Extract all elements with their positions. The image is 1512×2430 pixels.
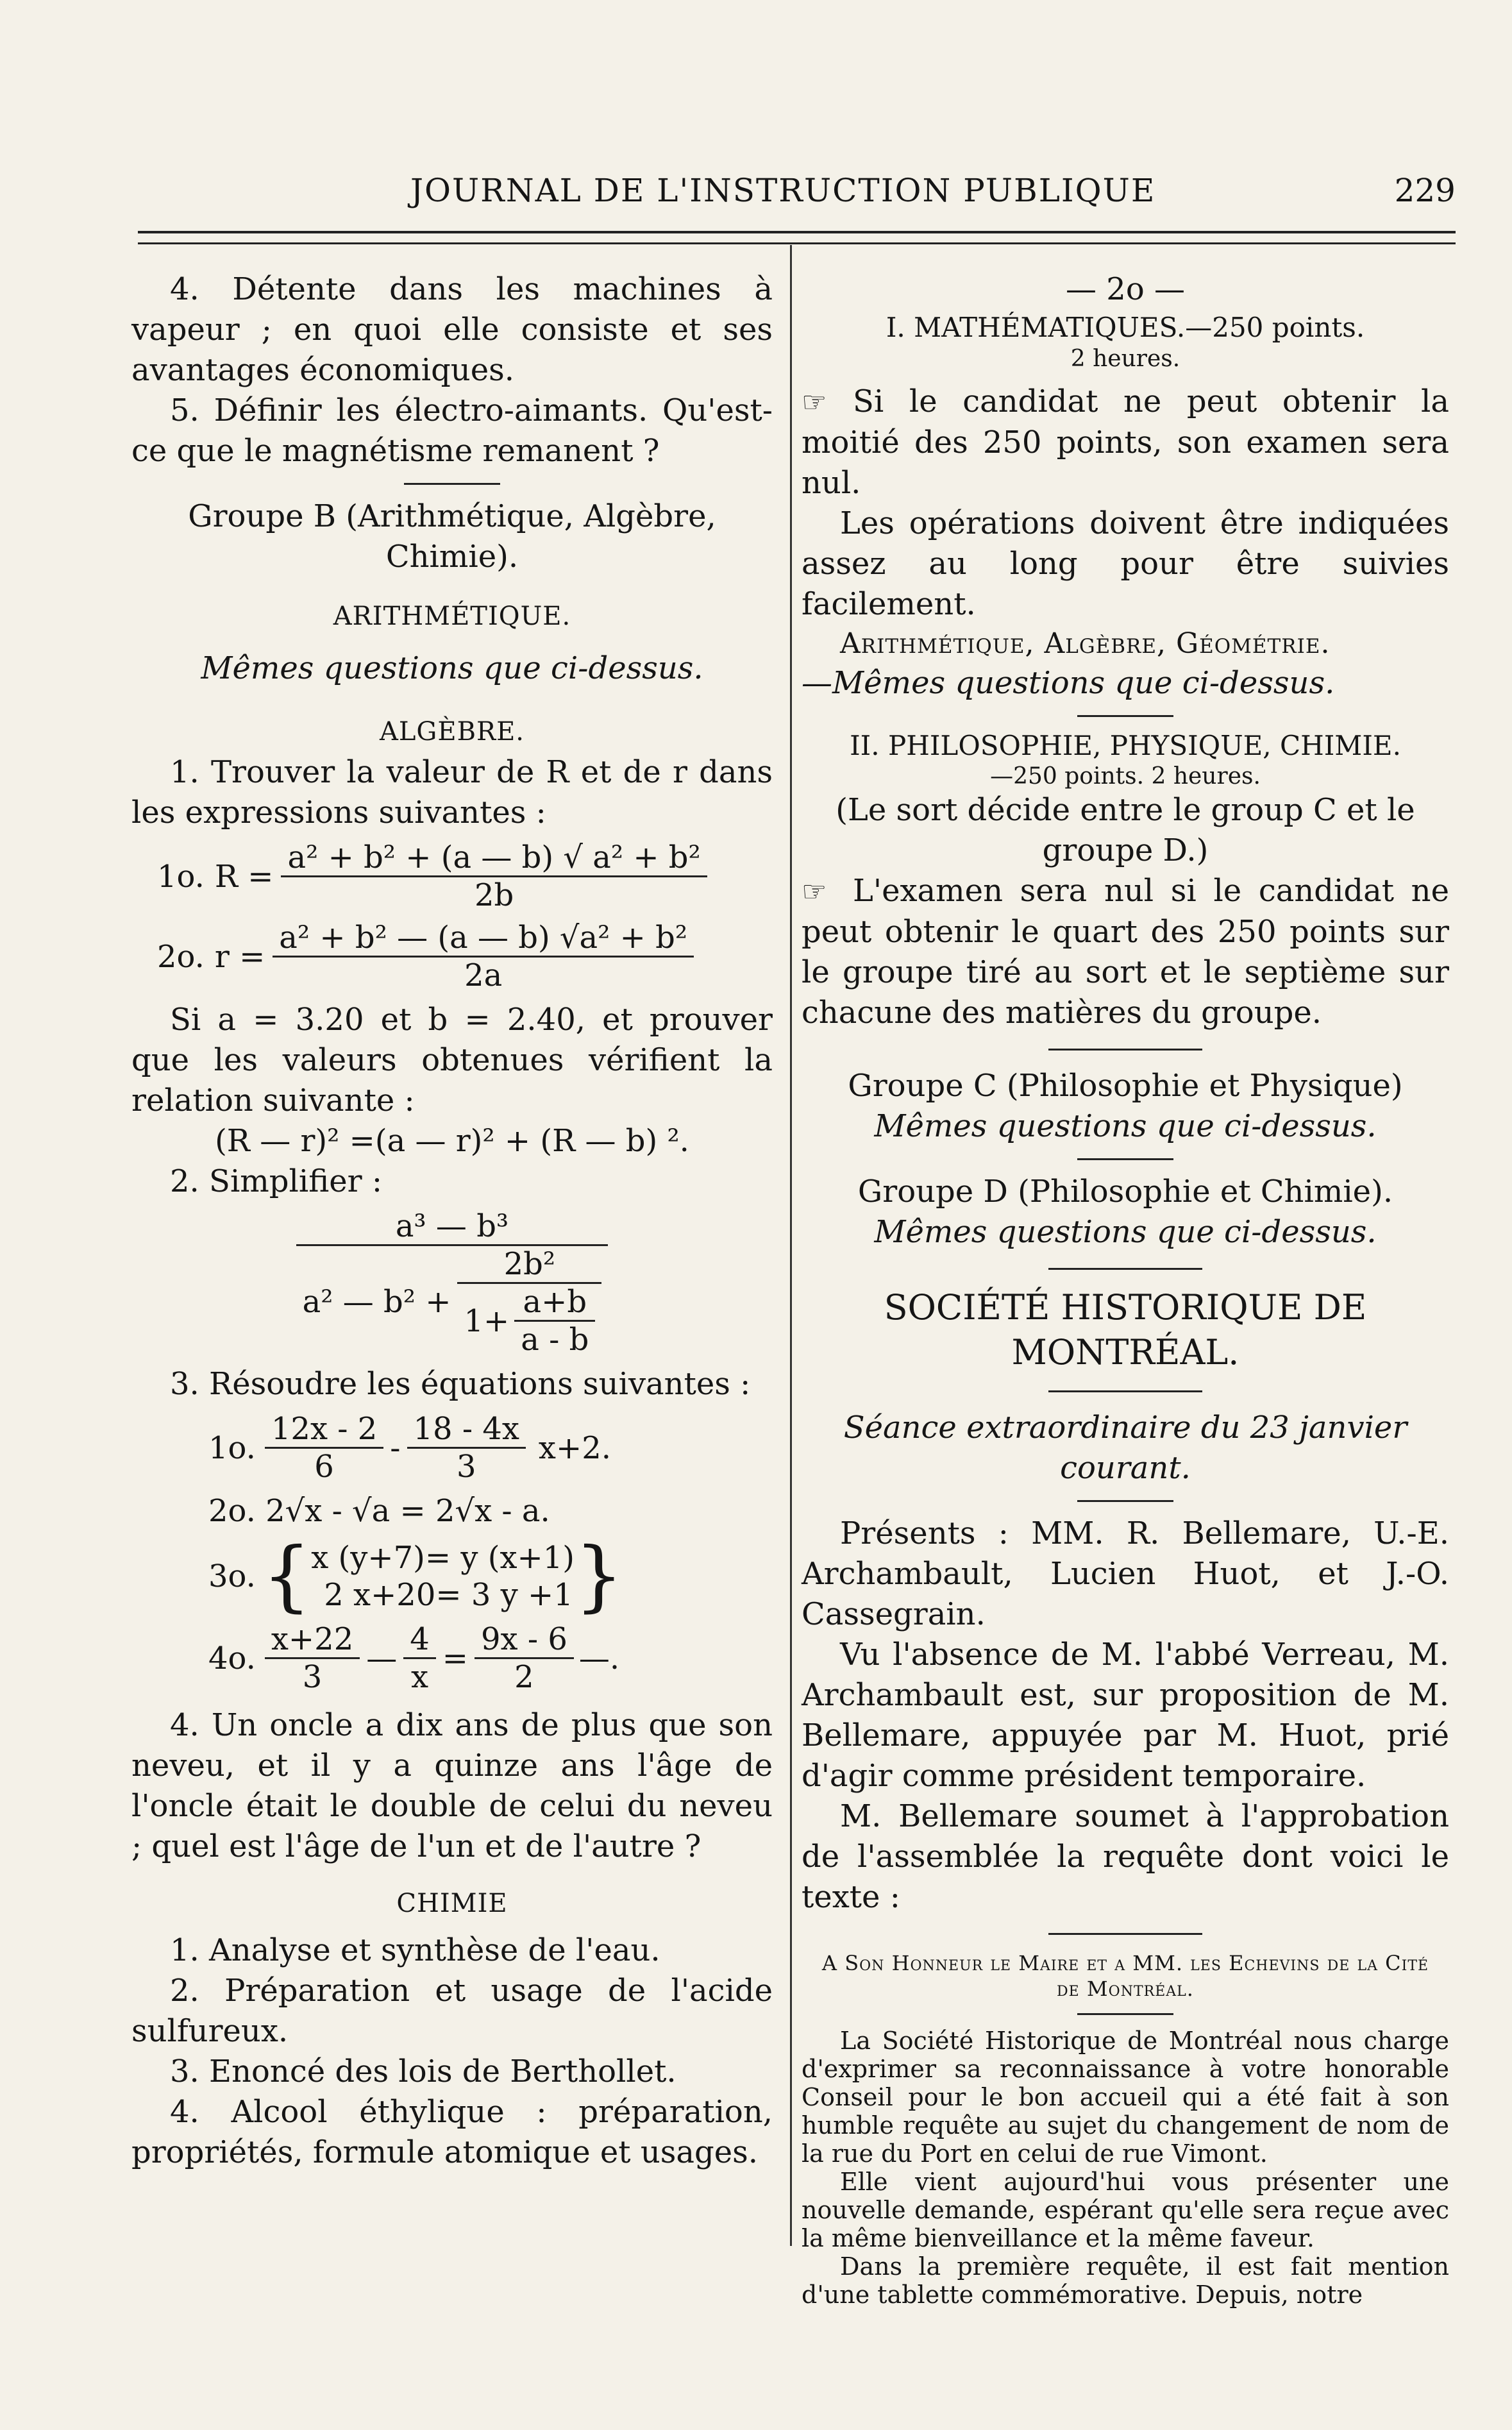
equation-3-4-fraction-a-num: x+22 (265, 1621, 360, 1659)
attendees: Présents : MM. R. Bellemare, U.-E. Archambault, Lucien Huot, et J.-O. Cassegrain. (802, 1515, 1449, 1632)
letter-paragraph-3: Dans la première requête, il est fait mention d'une tablette commémorative. Depuis, notre (802, 2252, 1449, 2309)
equation-3-3-label: 3o. (208, 1558, 256, 1594)
equation-3-4-fraction-b (403, 1621, 436, 1695)
simplify-denominator (296, 1246, 609, 1358)
equation-3-4-fraction-c (475, 1621, 574, 1695)
column-divider (790, 245, 792, 2246)
equation-3-4-fraction-a-den: 3 (302, 1659, 323, 1695)
mathematics-note-text: Si le candidat ne peut obtenir la moitié des 250 points, son examen sera nul. (802, 384, 1449, 501)
equation-3-4-label: 4o. (208, 1640, 256, 1676)
algebra-relation: (R — r)² =(a — r)² + (R — b) ². (215, 1123, 689, 1159)
letter-address: A Son Honneur le Maire et a MM. les Echevins de la Cité de Montréal. (821, 1951, 1429, 2001)
algebra-question-2: 2. Simplifier : (170, 1163, 383, 1199)
mathematics-same: —Mêmes questions que ci-dessus. (802, 665, 1335, 701)
equation-3-1-fraction-b-num: 18 - 4x (407, 1411, 526, 1449)
equation-2-label: 2o. (157, 938, 205, 975)
philosophy-draw: (Le sort décide entre le group C et le groupe D.) (836, 792, 1415, 868)
philosophy-note-text: L'examen sera nul si le candidat ne peut obtenir le quart des 250 points sur le groupe tiré au sort et le septième sur chacune des matières du groupe. (802, 873, 1449, 1031)
divider (1077, 715, 1173, 717)
left-brace-icon: { (262, 1531, 312, 1621)
equation-1-fraction (281, 840, 707, 913)
mathematics-time: 2 heures. (1070, 346, 1180, 372)
mathematics-note-2: Les opérations doivent être indiquées assez au long pour être suivies facilement. (802, 505, 1449, 622)
meeting-title: Séance extraordinaire du 23 janvier courant. (843, 1410, 1407, 1486)
group-d-text: Mêmes questions que ci-dessus. (874, 1214, 1377, 1250)
chemistry-heading: CHIMIE (396, 1889, 508, 1918)
simplify-nested-fraction (514, 1284, 595, 1358)
equation-3-2: 2o. 2√x - √a = 2√x - a. (208, 1493, 550, 1529)
equation-1-denominator: 2b (474, 877, 514, 913)
equation-2-denominator: 2a (464, 958, 503, 993)
simplify-nested-numerator: a+b (514, 1284, 595, 1322)
group-d-heading: Groupe D (Philosophie et Chimie). (857, 1174, 1393, 1210)
left-column (131, 269, 773, 2173)
equation-1-label: 1o. (157, 858, 205, 895)
algebra-question-1: 1. Trouver la valeur de R et de r dans les expressions suivantes : (131, 754, 773, 831)
pointing-hand-icon: ☞ (802, 386, 827, 419)
right-column (802, 269, 1449, 2309)
philosophy-note (802, 871, 1449, 1033)
mathematics-note (802, 382, 1449, 503)
equation-1-numerator: a² + b² + (a — b) √ a² + b² (281, 840, 707, 877)
equation-system (311, 1539, 575, 1614)
society-title: SOCIÉTÉ HISTORIQUE DE MONTRÉAL. (884, 1287, 1367, 1372)
equation-3-4-fraction-c-num: 9x - 6 (475, 1621, 574, 1659)
equation-2-lhs: r = (214, 938, 265, 975)
mathematics-subjects: Arithmétique, Algèbre, Géométrie. (840, 627, 1331, 660)
equation-2 (157, 920, 773, 993)
journal-title: JOURNAL DE L'INSTRUCTION PUBLIQUE (410, 172, 1156, 209)
divider (404, 483, 500, 485)
divider (1048, 1933, 1202, 1935)
equation-3-4-fraction-b-den: x (410, 1659, 429, 1695)
question-5: 5. Définir les électro-aimants. Qu'est-ce que le magnétisme remanent ? (131, 392, 773, 469)
algebra-question-3: 3. Résoudre les équations suivantes : (170, 1366, 751, 1402)
system-line-1: x (y+7)= y (x+1) (311, 1540, 575, 1576)
equation-3-1-fraction-b (407, 1411, 526, 1485)
arithmetic-text: Mêmes questions que ci-dessus. (201, 650, 703, 686)
equation-2-fraction (273, 920, 694, 993)
equation-2-numerator: a² + b² — (a — b) √a² + b² (273, 920, 694, 958)
simplify-denominator-a: a² — b² + (302, 1284, 451, 1320)
equation-3-1-fraction-a (265, 1411, 383, 1485)
pointing-hand-icon: ☞ (802, 875, 827, 908)
equation-1-lhs: R = (214, 858, 274, 895)
divider (1048, 1390, 1202, 1392)
divider (1048, 1268, 1202, 1270)
equation-3-4-fraction-c-den: 2 (514, 1659, 534, 1695)
letter-paragraph-1: La Société Historique de Montréal nous charge d'exprimer sa reconnaissance à votre honorable Conseil pour le bon accueil qui a été fait à son humble requête au sujet du changement de nom de la rue du Port en celui de rue Vimont. (802, 2027, 1449, 2168)
philosophy-heading: II. PHILOSOPHIE, PHYSIQUE, CHIMIE. (850, 730, 1401, 761)
arithmetic-heading: ARITHMÉTIQUE. (333, 602, 571, 631)
section-number: — 2o — (1066, 271, 1185, 307)
divider (1077, 1158, 1173, 1160)
group-b-heading: Groupe B (Arithmétique, Algèbre, Chimie). (188, 498, 716, 575)
algebra-heading: ALGÈBRE. (379, 717, 525, 747)
simplify-inner-one: 1+ (464, 1303, 510, 1339)
simplify-fraction (296, 1208, 609, 1358)
group-c-heading: Groupe C (Philosophie et Physique) (848, 1068, 1403, 1104)
minutes-paragraph-2: M. Bellemare soumet à l'approbation de l'assemblée la requête dont voici le texte : (802, 1798, 1449, 1915)
equation-3-4-equals: = (442, 1640, 468, 1676)
right-brace-icon: } (575, 1531, 624, 1621)
equation-3-1 (208, 1411, 773, 1485)
header-rule (138, 231, 1456, 244)
equation-3-1-rhs: x+2. (538, 1430, 612, 1466)
equation-3-3 (208, 1531, 773, 1621)
divider (1077, 1500, 1173, 1502)
equation-3-1-fraction-b-den: 3 (456, 1449, 476, 1485)
chemistry-question-1: 1. Analyse et synthèse de l'eau. (170, 1932, 660, 1968)
chemistry-question-3: 3. Enoncé des lois de Berthollet. (170, 2054, 676, 2089)
algebra-question-4: 4. Un oncle a dix ans de plus que son neveu, et il y a quinze ans l'âge de l'oncle était le double de celui du neveu ; quel est l'âge de l'un et de l'autre ? (131, 1707, 773, 1864)
divider (1077, 2013, 1173, 2015)
equation-3-4-minus: — (366, 1640, 398, 1676)
mathematics-heading: I. MATHÉMATIQUES.—250 points. (886, 312, 1365, 343)
equation-3-1-fraction-a-num: 12x - 2 (265, 1411, 383, 1449)
equation-3-4-fraction-b-num: 4 (403, 1621, 436, 1659)
equation-1 (157, 840, 773, 913)
equation-3-1-label: 1o. (208, 1430, 256, 1466)
chemistry-question-4: 4. Alcool éthylique : préparation, propriétés, formule atomique et usages. (131, 2094, 773, 2170)
simplify-inner-numerator: 2b² (457, 1246, 601, 1284)
simplify-expression (131, 1208, 773, 1358)
equation-3-1-minus: - (390, 1430, 401, 1466)
question-4: 4. Détente dans les machines à vapeur ; en quoi elle consiste et ses avantages économiques. (131, 271, 773, 388)
simplify-inner-fraction (457, 1246, 601, 1358)
divider (1048, 1049, 1202, 1050)
simplify-nested-denominator: a - b (521, 1322, 589, 1358)
system-line-2: 2 x+20= 3 y +1 (324, 1577, 573, 1613)
equation-3-4 (208, 1621, 773, 1695)
algebra-condition: Si a = 3.20 et b = 2.40, et prouver que les valeurs obtenues vérifient la relation suivante : (131, 1002, 773, 1118)
group-c-text: Mêmes questions que ci-dessus. (874, 1108, 1377, 1144)
equation-3-4-fraction-a (265, 1621, 360, 1695)
simplify-inner-denominator (457, 1284, 601, 1358)
chemistry-question-2: 2. Préparation et usage de l'acide sulfureux. (131, 1973, 773, 2049)
equation-3-1-fraction-a-den: 6 (314, 1449, 334, 1485)
simplify-numerator: a³ — b³ (296, 1208, 609, 1246)
equation-3-4-tail: —. (578, 1640, 620, 1676)
page-number: 229 (1394, 172, 1456, 209)
minutes-paragraph-1: Vu l'absence de M. l'abbé Verreau, M. Archambault est, sur proposition de M. Bellemare, appuyée par M. Huot, prié d'agir comme président temporaire. (802, 1637, 1449, 1794)
philosophy-points: —250 points. 2 heures. (990, 763, 1261, 789)
letter-paragraph-2: Elle vient aujourd'hui vous présenter une nouvelle demande, espérant qu'elle sera reçue avec la même bienveillance et la même faveur. (802, 2168, 1449, 2252)
running-header (122, 172, 1456, 217)
